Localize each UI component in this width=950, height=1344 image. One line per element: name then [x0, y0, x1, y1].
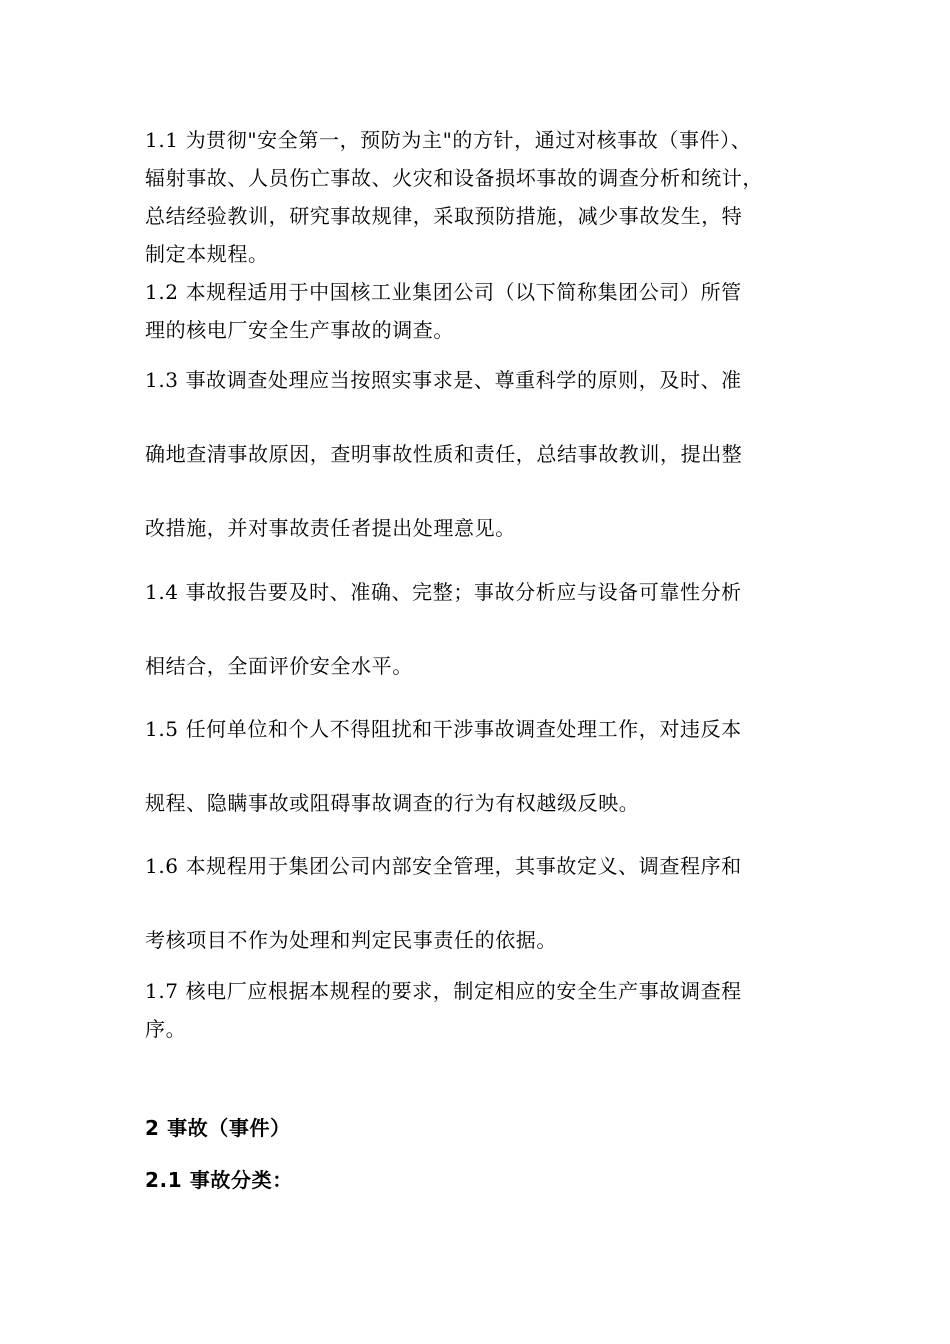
clause-1-1-line-2: 辐射事故、人员伤亡事故、火灾和设备损坏事故的调查分析和统计， [145, 166, 763, 190]
clause-1-7-line-1: 1.7 核电厂应根据本规程的要求，制定相应的安全生产事故调查程 [145, 979, 742, 1003]
clause-1-6-line-1: 1.6 本规程用于集团公司内部安全管理，其事故定义、调查程序和 [145, 854, 742, 878]
clause-1-4-line-1: 1.4 事故报告要及时、准确、完整；事故分析应与设备可靠性分析 [145, 580, 742, 604]
clause-1-3-line-1: 1.3 事故调查处理应当按照实事求是、尊重科学的原则，及时、准 [145, 368, 742, 392]
clause-1-5-line-2: 规程、隐瞒事故或阻碍事故调查的行为有权越级反映。 [145, 791, 640, 815]
clause-1-3-line-2: 确地查清事故原因，查明事故性质和责任，总结事故教训，提出整 [145, 442, 743, 466]
clause-1-1-line-3: 总结经验教训，研究事故规律，采取预防措施，减少事故发生，特 [145, 204, 743, 228]
clause-1-6-line-2: 考核项目不作为处理和判定民事责任的依据。 [145, 928, 557, 952]
clause-1-2-line-1: 1.2 本规程适用于中国核工业集团公司（以下简称集团公司）所管 [145, 280, 742, 304]
section-2-heading: 2 事故（事件） [145, 1116, 291, 1140]
clause-1-5-line-1: 1.5 任何单位和个人不得阻扰和干涉事故调查处理工作，对违反本 [145, 717, 742, 741]
clause-1-3-line-3: 改措施，并对事故责任者提出处理意见。 [145, 516, 516, 540]
clause-1-4-line-2: 相结合，全面评价安全水平。 [145, 654, 413, 678]
clause-1-7-line-2: 序。 [145, 1017, 187, 1041]
section-2-1-heading: 2.1 事故分类： [145, 1168, 293, 1192]
clause-1-1-line-1: 1.1 为贯彻"安全第一，预防为主"的方针，通过对核事故（事件）、 [145, 128, 752, 152]
clause-1-1-line-4: 制定本规程。 [145, 242, 269, 266]
clause-1-2-line-2: 理的核电厂安全生产事故的调查。 [145, 318, 454, 342]
